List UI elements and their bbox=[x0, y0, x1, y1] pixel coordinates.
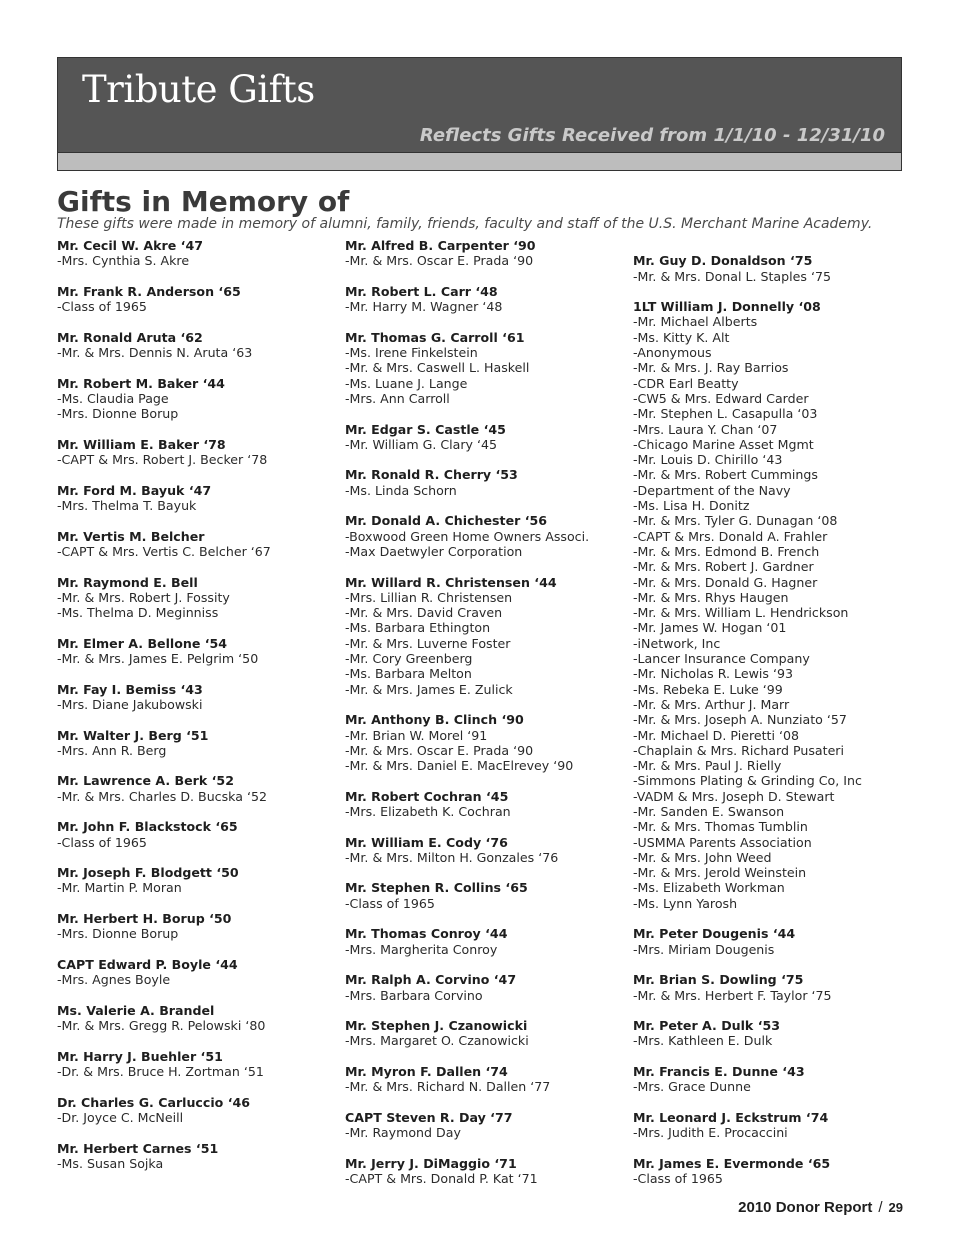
memorial-entry bbox=[57, 437, 347, 468]
memorial-entry bbox=[57, 376, 347, 422]
donor-name: -Mrs. Grace Dunne bbox=[633, 1079, 751, 1095]
banner-subtitle: Reflects Gifts Received from 1/1/10 - 12/31/10 bbox=[419, 125, 885, 146]
donor-name: -Mr. & Mrs. Oscar E. Prada ‘90 bbox=[345, 742, 534, 758]
donor-name: -Mrs. Judith E. Procaccini bbox=[633, 1125, 788, 1141]
memorial-entry bbox=[345, 1156, 635, 1187]
honoree-name: Mr. Robert L. Carr ‘48 bbox=[345, 283, 498, 299]
donor-name: -Mr. & Mrs. Donald G. Hagner bbox=[633, 574, 818, 590]
donor-name: -Mrs. Kathleen E. Dulk bbox=[633, 1033, 773, 1049]
memorial-entry bbox=[345, 835, 635, 866]
memorial-entry bbox=[345, 330, 635, 406]
memorial-entry bbox=[57, 636, 347, 667]
honoree-name: Mr. Myron F. Dallen ‘74 bbox=[345, 1064, 508, 1080]
donor-name: -Mr. & Mrs. Luverne Foster bbox=[345, 635, 511, 651]
donor-name: -Mr. Nicholas R. Lewis ‘93 bbox=[633, 666, 793, 682]
donor-name: -Mr. James W. Hogan ‘01 bbox=[633, 620, 787, 636]
donor-name: -Mr. William G. Clary ‘45 bbox=[345, 436, 498, 452]
donor-name: -Department of the Navy bbox=[633, 482, 791, 498]
honoree-name: Mr. Joseph F. Blodgett ‘50 bbox=[57, 865, 239, 881]
donor-name: -Mr. Brian W. Morel ‘91 bbox=[345, 727, 488, 743]
donor-name: -Mrs. Diane Jakubowski bbox=[57, 696, 203, 712]
honoree-name: Mr. Herbert Carnes ‘51 bbox=[57, 1140, 219, 1156]
donor-name: -Ms. Irene Finkelstein bbox=[345, 345, 478, 361]
honoree-name: Mr. Peter A. Dulk ‘53 bbox=[633, 1018, 780, 1034]
donor-name: -Mr. & Mrs. Caswell L. Haskell bbox=[345, 360, 530, 376]
page-footer bbox=[738, 1199, 903, 1216]
donor-name: -Ms. Rebeka E. Luke ‘99 bbox=[633, 681, 783, 697]
memorial-entry bbox=[345, 575, 635, 697]
honoree-name: Mr. Fay I. Bemiss ‘43 bbox=[57, 681, 203, 697]
memorial-entry bbox=[633, 1110, 933, 1141]
donor-name: -Mr. Stephen L. Casapulla ‘03 bbox=[633, 406, 818, 422]
honoree-name: Mr. Stephen J. Czanowicki bbox=[345, 1018, 528, 1034]
donor-name: -Anonymous bbox=[633, 345, 712, 361]
donor-name: -Mr. & Mrs. Richard N. Dallen ‘77 bbox=[345, 1079, 551, 1095]
memorial-entry bbox=[345, 513, 635, 559]
honoree-name: Mr. William E. Cody ‘76 bbox=[345, 834, 508, 850]
donor-name: -Mr. & Mrs. Thomas Tumblin bbox=[633, 819, 808, 835]
donor-name: -Ms. Claudia Page bbox=[57, 390, 169, 406]
honoree-name: Mr. Vertis M. Belcher bbox=[57, 528, 205, 544]
honoree-name: Mr. James E. Evermonde ‘65 bbox=[633, 1155, 831, 1171]
footer-separator: / bbox=[878, 1199, 883, 1216]
donor-name: -Ms. Barbara Ethington bbox=[345, 620, 491, 636]
memorial-entry bbox=[57, 728, 347, 759]
donor-name: -Mrs. Dionne Borup bbox=[57, 926, 179, 942]
donor-name: -Mr. & Mrs. Dennis N. Aruta ‘63 bbox=[57, 345, 253, 361]
donor-name: -Class of 1965 bbox=[345, 895, 435, 911]
memorial-entry bbox=[345, 880, 635, 911]
honoree-name: Mr. Thomas G. Carroll ‘61 bbox=[345, 329, 525, 345]
donor-name: -Mrs. Miriam Dougenis bbox=[633, 941, 775, 957]
memorial-entry bbox=[345, 1064, 635, 1095]
memorial-entry bbox=[633, 299, 933, 911]
honoree-name: CAPT Steven R. Day ‘77 bbox=[345, 1109, 513, 1125]
donor-name: -Class of 1965 bbox=[57, 834, 147, 850]
donor-name: -Mr. & Mrs. Oscar E. Prada ‘90 bbox=[345, 253, 534, 269]
memorial-entry bbox=[633, 972, 933, 1003]
donor-name: -Mrs. Margaret O. Czanowicki bbox=[345, 1033, 529, 1049]
donor-name: -Ms. Susan Sojka bbox=[57, 1155, 164, 1171]
memorial-entry bbox=[57, 1049, 347, 1080]
donor-name: -Ms. Barbara Melton bbox=[345, 666, 472, 682]
donor-name: -Mrs. Laura Y. Chan ‘07 bbox=[633, 421, 778, 437]
memorial-entry bbox=[633, 1156, 933, 1187]
donor-name: -Mrs. Elizabeth K. Cochran bbox=[345, 803, 511, 819]
donor-name: -Class of 1965 bbox=[633, 1171, 723, 1187]
memorial-entry bbox=[345, 789, 635, 820]
honoree-name: Mr. Harry J. Buehler ‘51 bbox=[57, 1048, 223, 1064]
honoree-name: Mr. Donald A. Chichester ‘56 bbox=[345, 513, 548, 529]
honoree-name: Mr. Frank R. Anderson ‘65 bbox=[57, 283, 241, 299]
donor-name: -Mr. & Mrs. Gregg R. Pelowski ‘80 bbox=[57, 1018, 266, 1034]
donor-name: -Mr. & Mrs. Robert Cummings bbox=[633, 467, 818, 483]
honoree-name: Mr. Lawrence A. Berk ‘52 bbox=[57, 773, 234, 789]
donor-name: -Mr. & Mrs. Edmond B. French bbox=[633, 543, 820, 559]
donor-name: -Mr. & Mrs. Arthur J. Marr bbox=[633, 696, 790, 712]
memorial-entry bbox=[57, 284, 347, 315]
memorial-entry bbox=[633, 253, 933, 284]
donor-name: -Lancer Insurance Company bbox=[633, 651, 810, 667]
donor-name: -Class of 1965 bbox=[57, 299, 147, 315]
donor-name: -Ms. Thelma D. Meginniss bbox=[57, 605, 219, 621]
donor-name: -CW5 & Mrs. Edward Carder bbox=[633, 390, 809, 406]
donor-name: -Mrs. Margherita Conroy bbox=[345, 941, 498, 957]
honoree-name: CAPT Edward P. Boyle ‘44 bbox=[57, 956, 238, 972]
honoree-name: Dr. Charles G. Carluccio ‘46 bbox=[57, 1094, 251, 1110]
memorial-entry bbox=[345, 1018, 635, 1049]
memorial-entry bbox=[57, 483, 347, 514]
donor-name: -Ms. Lisa H. Donitz bbox=[633, 498, 750, 514]
honoree-name: Mr. Edgar S. Castle ‘45 bbox=[345, 421, 506, 437]
donor-name: -Mr. & Mrs. James E. Pelgrim ‘50 bbox=[57, 651, 259, 667]
donor-name: -Ms. Elizabeth Workman bbox=[633, 880, 785, 896]
donor-name: -CAPT & Mrs. Robert J. Becker ‘78 bbox=[57, 452, 268, 468]
memorial-entry bbox=[57, 773, 347, 804]
donor-name: -Mr. & Mrs. Rhys Haugen bbox=[633, 589, 789, 605]
memorial-entry bbox=[633, 926, 933, 957]
honoree-name: 1LT William J. Donnelly ‘08 bbox=[633, 299, 821, 315]
memorial-entry bbox=[57, 1095, 347, 1126]
donor-name: -Mr. Cory Greenberg bbox=[345, 651, 473, 667]
memorial-entry bbox=[57, 238, 347, 269]
memorial-entry bbox=[345, 422, 635, 453]
honoree-name: Ms. Valerie A. Brandel bbox=[57, 1002, 215, 1018]
memorial-entry bbox=[345, 467, 635, 498]
donor-name: -Mr. & Mrs. Daniel E. MacElrevey ‘90 bbox=[345, 758, 574, 774]
memorial-column-3 bbox=[633, 238, 933, 1202]
donor-name: -Dr. Joyce C. McNeill bbox=[57, 1109, 184, 1125]
donor-name: -Mrs. Agnes Boyle bbox=[57, 972, 171, 988]
donor-name: -CDR Earl Beatty bbox=[633, 375, 739, 391]
donor-name: -Mrs. Lillian R. Christensen bbox=[345, 589, 513, 605]
donor-name: -Mr. & Mrs. John Weed bbox=[633, 849, 772, 865]
banner-strip bbox=[58, 152, 901, 170]
donor-name: -Mrs. Cynthia S. Akre bbox=[57, 253, 190, 269]
page-number: 29 bbox=[888, 1200, 903, 1215]
donor-name: -Mr. & Mrs. Milton H. Gonzales ‘76 bbox=[345, 849, 559, 865]
donor-name: -Mrs. Thelma T. Bayuk bbox=[57, 498, 197, 514]
donor-name: -Mrs. Ann Carroll bbox=[345, 390, 450, 406]
donor-name: -CAPT & Mrs. Donald P. Kat ‘71 bbox=[345, 1171, 538, 1187]
donor-name: -Mr. Harry M. Wagner ‘48 bbox=[345, 299, 503, 315]
donor-name: -Mr. & Mrs. Robert J. Gardner bbox=[633, 559, 814, 575]
honoree-name: Mr. Thomas Conroy ‘44 bbox=[345, 926, 508, 942]
memorial-entry bbox=[633, 1064, 933, 1095]
donor-name: -Mr. & Mrs. William L. Hendrickson bbox=[633, 605, 849, 621]
donor-name: -Mrs. Dionne Borup bbox=[57, 406, 179, 422]
memorial-entry bbox=[345, 238, 635, 269]
honoree-name: Mr. Robert M. Baker ‘44 bbox=[57, 375, 225, 391]
honoree-name: Mr. Raymond E. Bell bbox=[57, 574, 198, 590]
donor-name: -Dr. & Mrs. Bruce H. Zortman ‘51 bbox=[57, 1064, 264, 1080]
donor-name: -Ms. Linda Schorn bbox=[345, 482, 457, 498]
donor-name: -Mr. Sanden E. Swanson bbox=[633, 803, 785, 819]
honoree-name: Mr. Herbert H. Borup ‘50 bbox=[57, 911, 232, 927]
donor-name: -Boxwood Green Home Owners Associ. bbox=[345, 528, 590, 544]
donor-name: -Mrs. Ann R. Berg bbox=[57, 742, 167, 758]
donor-name: -Mr. & Mrs. David Craven bbox=[345, 605, 503, 621]
donor-name: -Mr. & Mrs. Charles D. Bucska ‘52 bbox=[57, 788, 267, 804]
memorial-entry bbox=[57, 819, 347, 850]
donor-name: -Mr. & Mrs. Donal L. Staples ‘75 bbox=[633, 268, 831, 284]
memorial-entry bbox=[57, 1141, 347, 1172]
honoree-name: Mr. Guy D. Donaldson ‘75 bbox=[633, 253, 813, 269]
memorial-entry bbox=[57, 529, 347, 560]
donor-name: -VADM & Mrs. Joseph D. Stewart bbox=[633, 788, 835, 804]
honoree-name: Mr. Robert Cochran ‘45 bbox=[345, 788, 509, 804]
donor-name: -Mr. & Mrs. Jerold Weinstein bbox=[633, 865, 807, 881]
memorial-entry bbox=[345, 712, 635, 773]
memorial-entry bbox=[345, 1110, 635, 1141]
honoree-name: Mr. Jerry J. DiMaggio ‘71 bbox=[345, 1155, 517, 1171]
donor-name: -Ms. Kitty K. Alt bbox=[633, 329, 730, 345]
honoree-name: Mr. William E. Baker ‘78 bbox=[57, 436, 226, 452]
donor-name: -Mr. Martin P. Moran bbox=[57, 880, 182, 896]
header-banner bbox=[57, 57, 902, 171]
memorial-entry bbox=[633, 1018, 933, 1049]
donor-name: -Mr. & Mrs. Herbert F. Taylor ‘75 bbox=[633, 987, 832, 1003]
memorial-entry bbox=[57, 682, 347, 713]
donor-name: -Mr. Louis D. Chirillo ‘43 bbox=[633, 452, 783, 468]
honoree-name: Mr. Ford M. Bayuk ‘47 bbox=[57, 482, 212, 498]
honoree-name: Mr. Ralph A. Corvino ‘47 bbox=[345, 972, 517, 988]
donor-name: -Mr. Raymond Day bbox=[345, 1125, 461, 1141]
memorial-entry bbox=[57, 865, 347, 896]
section-title: Gifts in Memory of bbox=[57, 185, 350, 218]
honoree-name: Mr. Francis E. Dunne ‘43 bbox=[633, 1064, 805, 1080]
donor-name: -Mr. & Mrs. Tyler G. Dunagan ‘08 bbox=[633, 513, 838, 529]
honoree-name: Mr. Cecil W. Akre ‘47 bbox=[57, 238, 203, 253]
donor-name: -Mr. Michael Alberts bbox=[633, 314, 758, 330]
donor-name: -Chicago Marine Asset Mgmt bbox=[633, 436, 814, 452]
memorial-column-1 bbox=[57, 238, 347, 1186]
memorial-entry bbox=[57, 1003, 347, 1034]
honoree-name: Mr. Anthony B. Clinch ‘90 bbox=[345, 712, 524, 728]
memorial-entry bbox=[345, 926, 635, 957]
honoree-name: Mr. John F. Blackstock ‘65 bbox=[57, 819, 238, 835]
section-description: These gifts were made in memory of alumni, family, friends, faculty and staff of the U.S. Merchant Marine Academy. bbox=[57, 216, 873, 232]
honoree-name: Mr. Ronald Aruta ‘62 bbox=[57, 329, 203, 345]
donor-name: -Mr. & Mrs. Robert J. Fossity bbox=[57, 589, 230, 605]
honoree-name: Mr. Stephen R. Collins ‘65 bbox=[345, 880, 528, 896]
honoree-name: Mr. Ronald R. Cherry ‘53 bbox=[345, 467, 518, 483]
donor-name: -Mr. & Mrs. Paul J. Rielly bbox=[633, 758, 782, 774]
honoree-name: Mr. Walter J. Berg ‘51 bbox=[57, 727, 209, 743]
honoree-name: Mr. Willard R. Christensen ‘44 bbox=[345, 574, 557, 590]
donor-name: -Max Daetwyler Corporation bbox=[345, 543, 523, 559]
donor-name: -CAPT & Mrs. Vertis C. Belcher ‘67 bbox=[57, 543, 271, 559]
honoree-name: Mr. Peter Dougenis ‘44 bbox=[633, 926, 796, 942]
memorial-entry bbox=[57, 330, 347, 361]
memorial-entry bbox=[57, 911, 347, 942]
donor-name: -Mrs. Barbara Corvino bbox=[345, 987, 483, 1003]
memorial-entry bbox=[57, 575, 347, 621]
footer-report-title: 2010 Donor Report bbox=[738, 1199, 873, 1216]
donor-name: -Mr. & Mrs. James E. Zulick bbox=[345, 681, 513, 697]
donor-name: -Mr. & Mrs. J. Ray Barrios bbox=[633, 360, 789, 376]
donor-name: -Chaplain & Mrs. Richard Pusateri bbox=[633, 742, 844, 758]
donor-name: -Simmons Plating & Grinding Co, Inc bbox=[633, 773, 862, 789]
memorial-entry bbox=[345, 972, 635, 1003]
donor-name: -Ms. Luane J. Lange bbox=[345, 375, 468, 391]
donor-name: -Ms. Lynn Yarosh bbox=[633, 895, 738, 911]
donor-name: -Mr. & Mrs. Joseph A. Nunziato ‘57 bbox=[633, 712, 847, 728]
donor-name: -iNetwork, Inc bbox=[633, 635, 721, 651]
memorial-entry bbox=[57, 957, 347, 988]
honoree-name: Mr. Elmer A. Bellone ‘54 bbox=[57, 635, 228, 651]
honoree-name: Mr. Alfred B. Carpenter ‘90 bbox=[345, 238, 536, 253]
honoree-name: Mr. Leonard J. Eckstrum ‘74 bbox=[633, 1109, 829, 1125]
donor-name: -CAPT & Mrs. Donald A. Frahler bbox=[633, 528, 828, 544]
memorial-column-2 bbox=[345, 238, 635, 1202]
honoree-name: Mr. Brian S. Dowling ‘75 bbox=[633, 972, 804, 988]
donor-name: -USMMA Parents Association bbox=[633, 834, 812, 850]
memorial-entry bbox=[345, 284, 635, 315]
donor-name: -Mr. Michael D. Pieretti ‘08 bbox=[633, 727, 799, 743]
banner-title: Tribute Gifts bbox=[82, 68, 315, 111]
